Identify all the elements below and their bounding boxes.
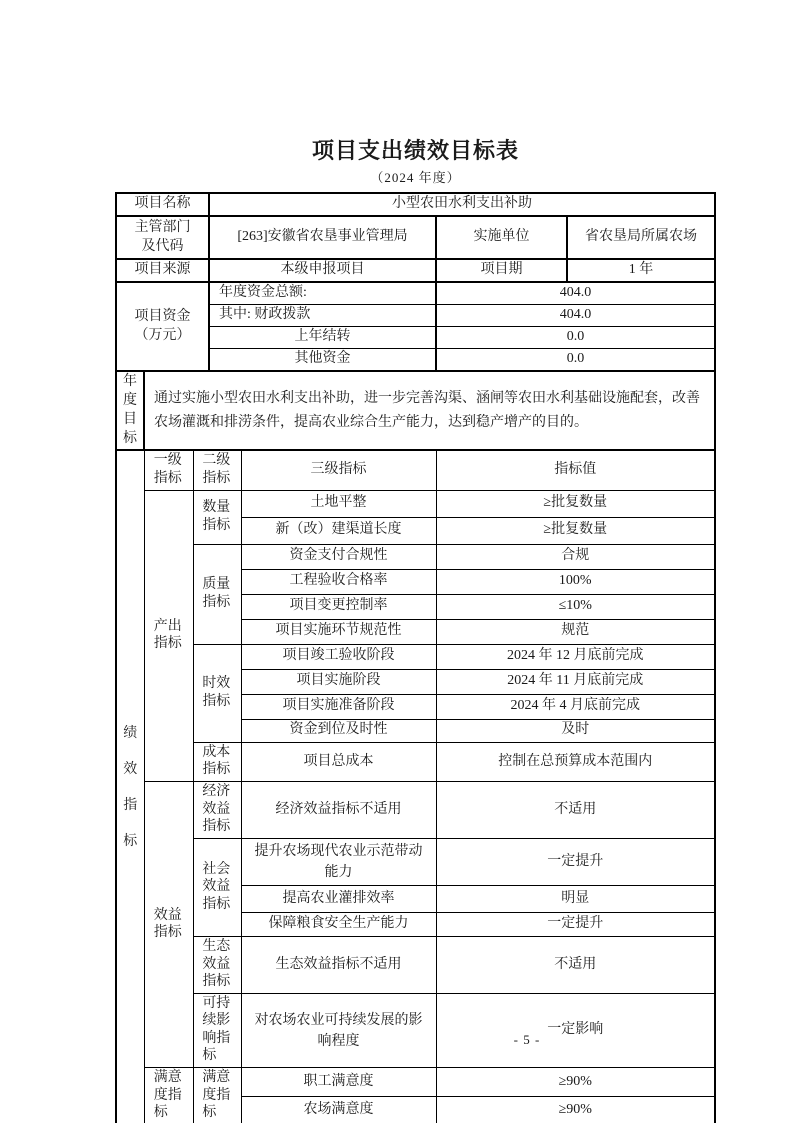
indicator-l3: 项目实施阶段 (241, 669, 436, 694)
table-row (116, 1068, 715, 1097)
indicator-value: ≥90% (436, 1068, 715, 1097)
table-row (116, 193, 715, 216)
level2-quality: 质量指标 (193, 544, 241, 644)
indicator-l3: 项目总成本 (241, 742, 436, 781)
indicator-l3: 资金支付合规性 (241, 544, 436, 569)
indicator-value: 100% (436, 569, 715, 594)
level2-timeliness: 时效指标 (193, 644, 241, 742)
indicator-value: 2024 年 12 月底前完成 (436, 644, 715, 669)
indicator-value: 2024 年 4 月底前完成 (436, 694, 715, 719)
fund-row-value: 0.0 (436, 327, 715, 349)
fund-row-value: 404.0 (436, 282, 715, 304)
header-level3: 三级指标 (241, 450, 436, 490)
indicator-l3: 工程验收合格率 (241, 569, 436, 594)
indicator-l3: 资金到位及时性 (241, 719, 436, 742)
fund-label-text: 项目资金（万元） (134, 308, 191, 344)
table-row (116, 742, 715, 781)
dept-value: [263]安徽省农垦事业管理局 (209, 216, 436, 259)
indicator-value: 及时 (436, 719, 715, 742)
page-title: 项目支出绩效目标表 (311, 138, 519, 163)
indicator-l3: 项目实施环节规范性 (241, 619, 436, 644)
indicator-value: 不适用 (436, 937, 715, 994)
indicator-l3: 土地平整 (241, 490, 436, 517)
indicator-l3: 项目实施准备阶段 (241, 694, 436, 719)
indicator-l3: 项目竣工验收阶段 (241, 644, 436, 669)
impl-unit-label: 实施单位 (436, 216, 567, 259)
indicator-l3: 提升农场现代农业示范带动能力 (241, 839, 436, 886)
table-row (116, 450, 715, 490)
table-row (116, 282, 715, 304)
impl-unit-value: 省农垦局所属农场 (567, 216, 715, 259)
level2-satisfaction: 满意度指标 (193, 1068, 241, 1123)
indicator-value: ≥90% (436, 1097, 715, 1123)
indicator-value: 一定提升 (436, 839, 715, 886)
table-row (116, 371, 715, 451)
indicator-l3: 项目变更控制率 (241, 594, 436, 619)
indicator-value: 2024 年 11 月底前完成 (436, 669, 715, 694)
document-sheet (115, 0, 716, 1123)
project-name-value: 小型农田水利支出补助 (209, 193, 715, 216)
indicator-value: 合规 (436, 544, 715, 569)
indicator-value: ≥批复数量 (436, 490, 715, 517)
indicator-value: ≤10% (436, 594, 715, 619)
level2-economic: 经济效益指标 (193, 782, 241, 839)
fund-row-value: 404.0 (436, 305, 715, 327)
table-row (116, 644, 715, 669)
indicator-l3: 保障粮食安全生产能力 (241, 913, 436, 937)
level2-social: 社会效益指标 (193, 839, 241, 937)
level1-output: 产出指标 (144, 490, 193, 781)
dept-label (116, 216, 209, 259)
indicator-l3: 农场满意度 (241, 1097, 436, 1123)
indicator-value: 一定提升 (436, 913, 715, 937)
period-label: 项目期 (436, 259, 567, 282)
annual-goal-text: 通过实施小型农田水利支出补助，进一步完善沟渠、涵闸等农田水利基础设施配套，改善农场灌溉和排涝条件，提高农业综合生产能力，达到稳产增产的目的。 (144, 371, 715, 451)
indicator-l3: 生态效益指标不适用 (241, 937, 436, 994)
indicator-value: 一定影响 (436, 993, 715, 1067)
performance-target-table (115, 192, 716, 1123)
dept-label-text: 主管部门及代码 (134, 219, 191, 255)
annual-goal-label (116, 371, 144, 451)
level1-benefit: 效益指标 (144, 782, 193, 1068)
page-subtitle: （2024 年度） (370, 170, 461, 185)
level2-sustainable: 可持续影响指标 (193, 993, 241, 1067)
indicator-value: 不适用 (436, 782, 715, 839)
fund-row-label: 其中: 财政拨款 (209, 305, 436, 327)
indicator-l3: 对农场农业可持续发展的影响程度 (241, 993, 436, 1067)
project-name-label: 项目名称 (116, 193, 209, 216)
indicator-l3: 经济效益指标不适用 (241, 782, 436, 839)
level2-cost: 成本指标 (193, 742, 241, 781)
annual-goal-label-text: 年度目标 (123, 373, 137, 446)
fund-row-label: 上年结转 (209, 327, 436, 349)
table-row (116, 782, 715, 839)
indicator-value: 控制在总预算成本范围内 (436, 742, 715, 781)
table-row (116, 839, 715, 886)
header-value: 指标值 (436, 450, 715, 490)
source-value: 本级申报项目 (209, 259, 436, 282)
level2-quantity: 数量指标 (193, 490, 241, 544)
table-row (116, 544, 715, 569)
indicator-l3: 新（改）建渠道长度 (241, 517, 436, 544)
indicator-value: ≥批复数量 (436, 517, 715, 544)
header-level2: 二级指标 (193, 450, 241, 490)
indicator-value: 明显 (436, 886, 715, 913)
table-row (116, 490, 715, 517)
header-level1: 一级指标 (144, 450, 193, 490)
indicator-l3: 职工满意度 (241, 1068, 436, 1097)
fund-row-value: 0.0 (436, 348, 715, 370)
table-row (116, 937, 715, 994)
period-value: 1 年 (567, 259, 715, 282)
indicator-value: 规范 (436, 619, 715, 644)
performance-side-label (116, 450, 144, 1123)
level2-ecological: 生态效益指标 (193, 937, 241, 994)
source-label: 项目来源 (116, 259, 209, 282)
table-row (116, 216, 715, 259)
page-number: - 5 - (513, 1032, 541, 1047)
level1-satisfaction: 满意度指标 (144, 1068, 193, 1123)
table-row (116, 993, 715, 1067)
table-row (116, 259, 715, 282)
fund-label (116, 282, 209, 371)
fund-row-label: 其他资金 (209, 348, 436, 370)
performance-side-label-text: 绩效指标 (123, 726, 138, 849)
fund-row-label: 年度资金总额: (209, 282, 436, 304)
indicator-l3: 提高农业灌排效率 (241, 886, 436, 913)
